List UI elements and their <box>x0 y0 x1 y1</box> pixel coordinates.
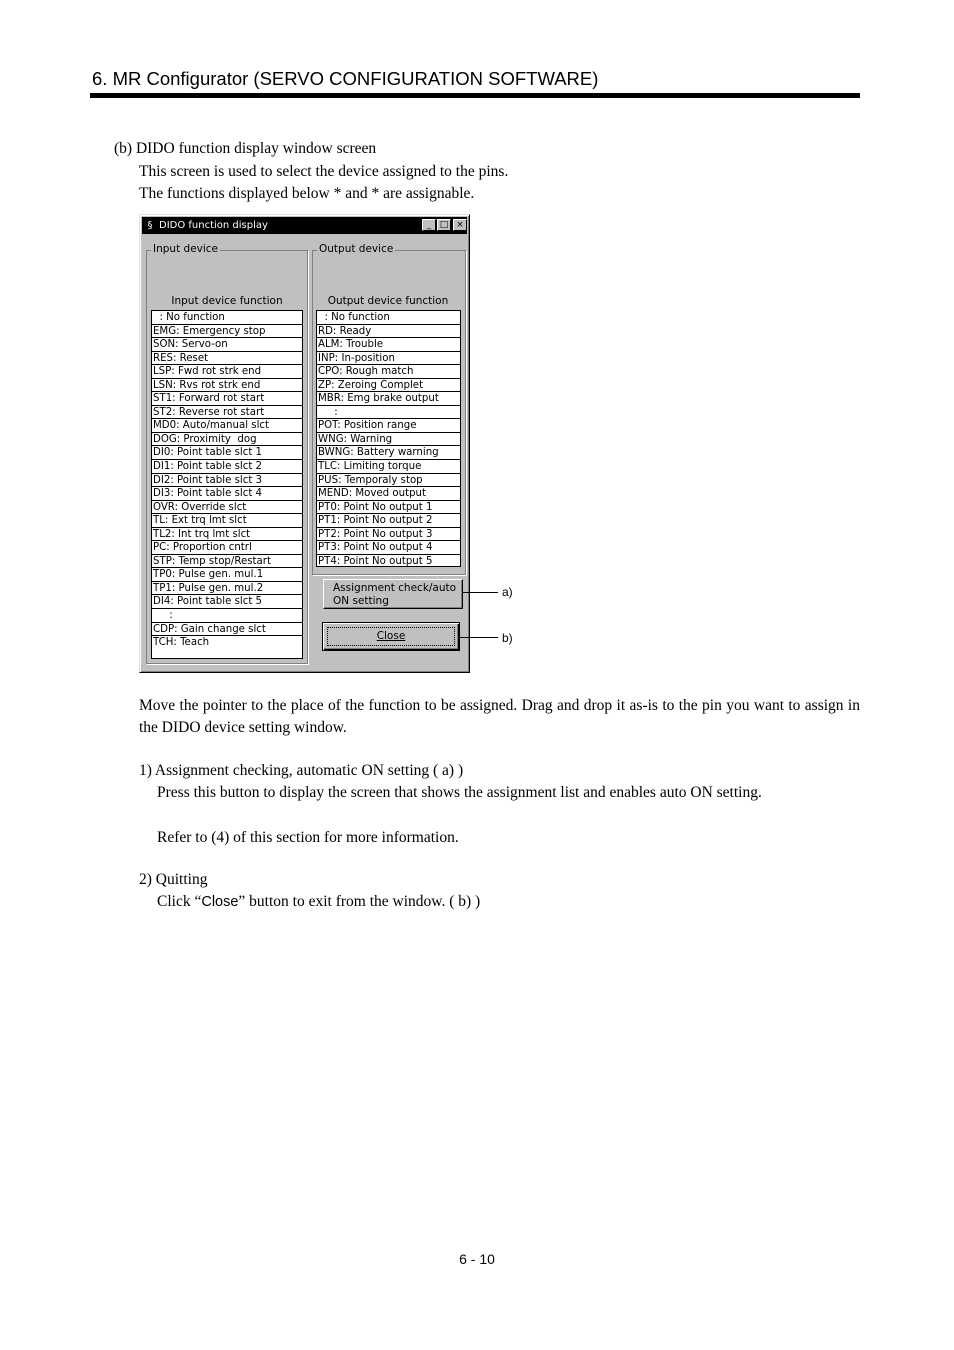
input-item[interactable]: : No function <box>152 311 302 325</box>
input-item[interactable]: ST1: Forward rot start <box>152 392 302 406</box>
input-item[interactable]: TCH: Teach <box>153 637 210 649</box>
output-list-caption: Output device function <box>327 295 449 307</box>
item2-close-word: Close <box>201 894 239 910</box>
input-item[interactable]: TP0: Pulse gen. mul.1 <box>152 568 302 582</box>
item1-title: 1) Assignment checking, automatic ON setting ( a) ) <box>139 762 464 779</box>
input-item[interactable]: : <box>152 609 302 623</box>
move-instructions: Move the pointer to the place of the function to be assigned. Drag and drop it as-is to the pin you want to assign in the DIDO device setting window. <box>139 697 860 736</box>
section-heading: (b) DIDO function display window screen <box>114 140 377 157</box>
callout-line-a <box>462 592 498 593</box>
input-item[interactable]: PC: Proportion cntrl <box>152 541 302 555</box>
maximize-button[interactable]: □ <box>437 219 451 231</box>
item2-text <box>157 891 480 913</box>
minimize-button[interactable]: _ <box>422 219 436 231</box>
output-item[interactable]: PT4: Point No output 5 <box>318 555 433 567</box>
input-device-list[interactable] <box>151 310 303 659</box>
output-item[interactable]: POT: Position range <box>317 419 460 433</box>
input-item[interactable]: MD0: Auto/manual slct <box>152 419 302 433</box>
output-item[interactable]: MEND: Moved output <box>317 487 460 501</box>
output-item[interactable]: : No function <box>317 311 460 325</box>
input-item[interactable]: CDP: Gain change slct <box>152 623 302 637</box>
input-device-group-label: Input device <box>153 243 219 255</box>
output-item[interactable]: PT2: Point No output 3 <box>317 528 460 542</box>
output-item[interactable]: TLC: Limiting torque <box>317 460 460 474</box>
output-device-group-label: Output device <box>319 243 394 255</box>
header-rule <box>90 93 860 98</box>
input-item[interactable]: LSP: Fwd rot strk end <box>152 365 302 379</box>
input-item[interactable]: OVR: Override slct <box>152 501 302 515</box>
output-item[interactable]: INP: In-position <box>317 352 460 366</box>
window-title: DIDO function display <box>159 220 268 231</box>
output-item[interactable]: : <box>317 406 460 420</box>
item2-post: ” button to exit from the window. ( b) ) <box>238 893 481 910</box>
input-item[interactable]: TP1: Pulse gen. mul.2 <box>152 582 302 596</box>
page-number: 6 - 10 <box>459 1251 495 1267</box>
dido-function-window <box>139 214 470 673</box>
input-item[interactable]: DI0: Point table slct 1 <box>152 446 302 460</box>
input-item[interactable]: EMG: Emergency stop <box>152 325 302 339</box>
close-button-label: Close <box>376 630 406 642</box>
close-window-button[interactable]: × <box>453 219 467 231</box>
input-item[interactable]: TL2: Int trq lmt slct <box>152 528 302 542</box>
input-item[interactable]: ST2: Reverse rot start <box>152 406 302 420</box>
input-item[interactable]: LSN: Rvs rot strk end <box>152 379 302 393</box>
input-item[interactable]: DI2: Point table slct 3 <box>152 474 302 488</box>
input-list-caption: Input device function <box>171 295 283 307</box>
input-item[interactable]: STP: Temp stop/Restart <box>152 555 302 569</box>
page-header-title: 6. MR Configurator (SERVO CONFIGURATION SOFTWARE) <box>92 68 599 89</box>
input-item[interactable]: DI4: Point table slct 5 <box>152 595 302 609</box>
assignment-check-button[interactable] <box>323 579 463 609</box>
output-item[interactable]: WNG: Warning <box>317 433 460 447</box>
input-item[interactable]: TL: Ext trq lmt slct <box>152 514 302 528</box>
output-device-list[interactable] <box>316 310 461 567</box>
item1-ref: Refer to (4) of this section for more information. <box>157 829 459 846</box>
assignment-check-label-1: Assignment check/auto <box>333 582 457 594</box>
input-item[interactable]: DOG: Proximity dog <box>152 433 302 447</box>
input-item[interactable]: DI3: Point table slct 4 <box>152 487 302 501</box>
output-item[interactable]: BWNG: Battery warning <box>317 446 460 460</box>
output-item[interactable]: MBR: Emg brake output <box>317 392 460 406</box>
output-item[interactable]: PT0: Point No output 1 <box>317 501 460 515</box>
intro-line-1: This screen is used to select the device assigned to the pins. <box>139 163 509 180</box>
assignment-check-label-2: ON setting <box>333 595 389 607</box>
output-item[interactable]: PUS: Temporaly stop <box>317 474 460 488</box>
input-item[interactable]: RES: Reset <box>152 352 302 366</box>
callout-label-a: a) <box>502 585 513 599</box>
window-titlebar[interactable] <box>142 217 467 234</box>
input-item[interactable]: SON: Servo-on <box>152 338 302 352</box>
input-item[interactable]: DI1: Point table slct 2 <box>152 460 302 474</box>
callout-label-b: b) <box>502 631 513 645</box>
item2-title: 2) Quitting <box>139 871 208 888</box>
item2-pre: Click “ <box>157 893 202 910</box>
callout-line-b <box>459 637 498 638</box>
output-item[interactable]: RD: Ready <box>317 325 460 339</box>
output-item[interactable]: CPO: Rough match <box>317 365 460 379</box>
intro-line-2: The functions displayed below * and * are assignable. <box>139 185 475 202</box>
output-item[interactable]: ALM: Trouble <box>317 338 460 352</box>
close-button[interactable] <box>322 622 460 651</box>
output-item[interactable]: ZP: Zeroing Complet <box>317 379 460 393</box>
app-icon: § <box>147 220 153 231</box>
item1-text: Press this button to display the screen that shows the assignment list and enables auto ON setting. <box>157 784 762 801</box>
output-item[interactable]: PT1: Point No output 2 <box>317 514 460 528</box>
output-item[interactable]: PT3: Point No output 4 <box>317 541 460 555</box>
